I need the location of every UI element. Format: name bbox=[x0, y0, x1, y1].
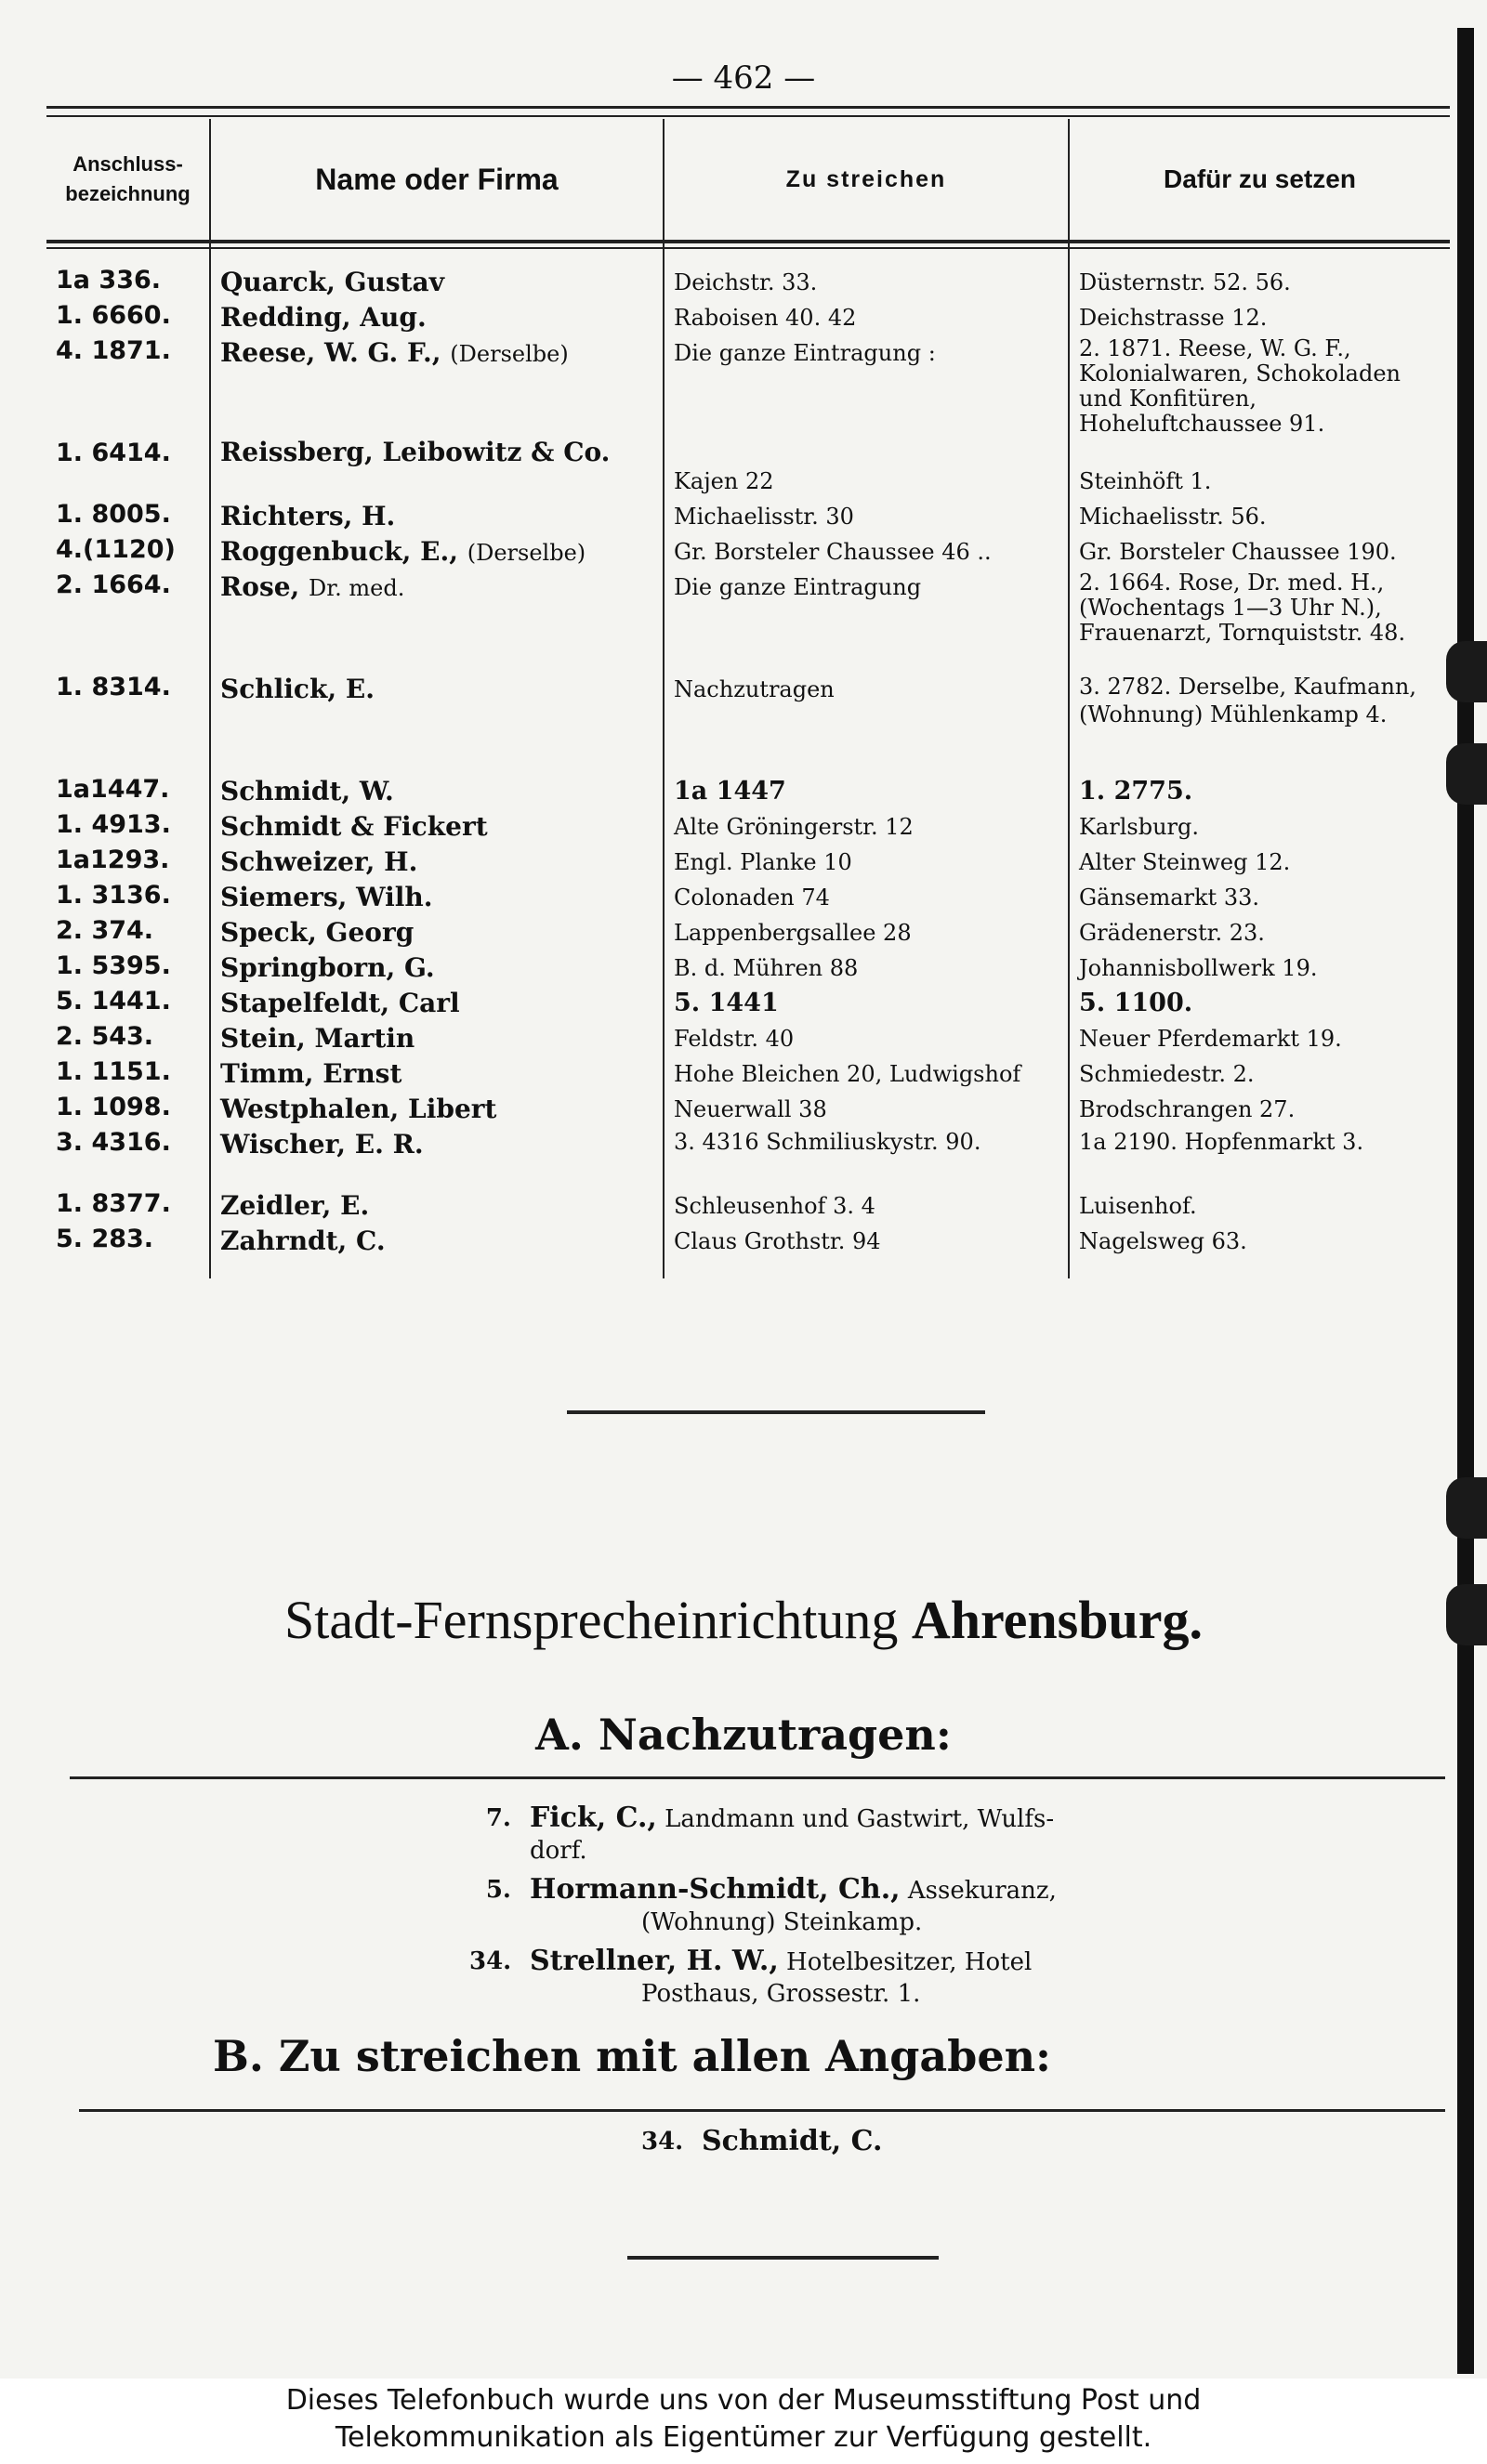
row-setzen: Michaelisstr. 56. bbox=[1079, 504, 1267, 530]
row-number: 5. 283. bbox=[56, 1225, 154, 1253]
row-strike: Claus Grothstr. 94 bbox=[674, 1228, 881, 1254]
name-text: Richters, H. bbox=[220, 501, 396, 531]
row-setzen: Neuer Pferdemarkt 19. bbox=[1079, 1026, 1342, 1052]
row-setzen: Steinhöft 1. bbox=[1079, 468, 1212, 494]
row-strike: 1a 1447 bbox=[674, 777, 786, 806]
table-top-rule bbox=[46, 106, 1450, 109]
row-strike: Lappenbergsallee 28 bbox=[674, 920, 912, 946]
name-text: Quarck, Gustav bbox=[220, 267, 444, 297]
end-divider bbox=[627, 2256, 939, 2260]
entry-number: 5. bbox=[485, 1876, 511, 1904]
row-number: 1. 8377. bbox=[56, 1189, 171, 1218]
row-setzen: Luisenhof. bbox=[1079, 1193, 1197, 1219]
row-strike: Die ganze Eintragung : bbox=[674, 340, 936, 366]
name-text: Roggenbuck, E., bbox=[220, 536, 458, 567]
row-setzen: 1a 2190. Hopfenmarkt 3. bbox=[1079, 1129, 1364, 1155]
name-text: Siemers, Wilh. bbox=[220, 882, 433, 912]
name-text: Stein, Martin bbox=[220, 1023, 415, 1054]
entry-name: Hormann-Schmidt, Ch., bbox=[530, 1873, 901, 1906]
section-title bbox=[0, 1589, 1487, 1651]
row-name bbox=[220, 439, 653, 500]
row-setzen: Düsternstr. 52. 56. bbox=[1079, 269, 1291, 295]
heading-nachzutragen: A. Nachzutragen: bbox=[535, 1710, 952, 1760]
header-dafuer-zu-setzen: Dafür zu setzen bbox=[1164, 164, 1356, 193]
row-number: 1. 6414. bbox=[56, 439, 171, 467]
row-name bbox=[220, 1225, 653, 1260]
row-name bbox=[220, 1057, 653, 1093]
row-setzen: Nagelsweg 63. bbox=[1079, 1228, 1247, 1254]
row-strike: Deichstr. 33. bbox=[674, 269, 818, 295]
column-names bbox=[210, 240, 664, 1278]
row-setzen: 1. 2775. bbox=[1079, 777, 1193, 806]
title-prefix: Stadt-Fernsprecheinrichtung bbox=[283, 1590, 899, 1650]
row-number: 1. 8314. bbox=[56, 673, 171, 701]
row-strike: Neuerwall 38 bbox=[674, 1096, 827, 1122]
row-setzen: Gänsemarkt 33. bbox=[1079, 885, 1259, 911]
entry-body bbox=[702, 2126, 882, 2158]
entry-body bbox=[530, 1946, 1032, 2010]
row-name bbox=[220, 845, 653, 881]
row-strike: Nachzutragen bbox=[674, 676, 835, 702]
row-number: 1. 8005. bbox=[56, 500, 171, 529]
row-number: 1. 5395. bbox=[56, 951, 171, 980]
row-setzen: Karlsburg. bbox=[1079, 814, 1199, 840]
entry-name: Strellner, H. W., bbox=[530, 1945, 779, 1977]
name-text: Reese, W. G. F., bbox=[220, 337, 441, 368]
row-strike: Die ganze Eintragung bbox=[674, 574, 922, 600]
footer-notice bbox=[0, 2379, 1487, 2464]
row-name bbox=[220, 673, 653, 775]
page-edge-shadow bbox=[1457, 28, 1474, 2374]
row-strike: Schleusenhof 3. 4 bbox=[674, 1193, 875, 1219]
row-name bbox=[220, 951, 653, 987]
row-strike: Hohe Bleichen 20, Ludwigshof bbox=[674, 1061, 1021, 1087]
list-item bbox=[469, 1874, 1057, 1938]
row-strike: Kajen 22 bbox=[674, 468, 774, 494]
table-body bbox=[46, 240, 1450, 1278]
name-rest: Dr. med. bbox=[309, 575, 405, 601]
name-text: Springborn, G. bbox=[220, 952, 435, 983]
row-name bbox=[220, 916, 653, 951]
header-name: Name oder Firma bbox=[210, 119, 664, 240]
entry-cont: (Wohnung) Steinkamp. bbox=[641, 1908, 923, 1936]
list-item bbox=[469, 1946, 1057, 2010]
name-text: Zeidler, E. bbox=[220, 1190, 370, 1221]
binding-hole bbox=[1446, 641, 1487, 702]
row-number: 2. 1664. bbox=[56, 570, 171, 599]
entry-text: Hotelbesitzer, Hotel bbox=[786, 1948, 1033, 1976]
header-anschluss: Anschluss- bezeichnung bbox=[46, 119, 210, 240]
name-rest: (Derselbe) bbox=[467, 540, 586, 566]
row-strike: Engl. Planke 10 bbox=[674, 849, 852, 875]
row-setzen: Gr. Borsteler Chaussee 190. bbox=[1079, 539, 1397, 565]
entry-number: 34. bbox=[469, 1947, 512, 1975]
row-strike: Alte Gröningerstr. 12 bbox=[674, 814, 914, 840]
row-number: 1a1447. bbox=[56, 775, 170, 804]
row-strike: Feldstr. 40 bbox=[674, 1026, 795, 1052]
row-setzen: Schmiedestr. 2. bbox=[1079, 1061, 1255, 1087]
name-text: Wischer, E. R. bbox=[220, 1129, 424, 1160]
row-strike: Raboisen 40. 42 bbox=[674, 305, 857, 331]
entry-cont: dorf. bbox=[530, 1837, 587, 1865]
row-name bbox=[220, 1093, 653, 1128]
streichen-list bbox=[641, 2126, 882, 2158]
entry-body bbox=[530, 1874, 1057, 1938]
column-zu-streichen bbox=[664, 240, 1069, 1278]
row-setzen: 2. 1664. Rose, Dr. med. H., (Wochentags 1—3 Uhr N.), Frauenarzt, Tornquiststr. 48. bbox=[1079, 570, 1406, 646]
name-text: Zahrndt, C. bbox=[220, 1225, 386, 1256]
row-number: 2. 374. bbox=[56, 916, 154, 945]
header-zu-streichen: Zu streichen bbox=[664, 119, 1069, 240]
name-text: Schmidt, W. bbox=[220, 776, 394, 806]
row-name bbox=[220, 570, 653, 673]
row-name bbox=[220, 301, 653, 336]
section-divider bbox=[567, 1410, 985, 1414]
entry-number: 34. bbox=[641, 2128, 684, 2156]
table-top-rule-2 bbox=[46, 115, 1450, 117]
row-number: 1. 6660. bbox=[56, 301, 171, 330]
name-text: Schweizer, H. bbox=[220, 846, 418, 877]
list-item bbox=[641, 2126, 882, 2158]
row-number: 1. 1098. bbox=[56, 1093, 171, 1121]
name-text: Schlick, E. bbox=[220, 674, 375, 704]
row-setzen: Brodschrangen 27. bbox=[1079, 1096, 1296, 1122]
row-number: 1. 4913. bbox=[56, 810, 171, 839]
section-a-rule bbox=[70, 1776, 1445, 1779]
row-number: 4.(1120) bbox=[56, 535, 176, 564]
row-name bbox=[220, 810, 653, 845]
section-b-rule bbox=[79, 2109, 1445, 2112]
row-strike: Gr. Borsteler Chaussee 46 .. bbox=[674, 539, 992, 565]
row-name bbox=[220, 336, 653, 439]
name-text: Stapelfeldt, Carl bbox=[220, 988, 460, 1018]
row-number: 1a 336. bbox=[56, 266, 162, 295]
binding-hole bbox=[1446, 743, 1487, 805]
row-name bbox=[220, 881, 653, 916]
name-text: Reissberg, Leibowitz & Co. bbox=[220, 437, 611, 467]
directory-table bbox=[46, 119, 1450, 1278]
footer-line-2: Telekommunikation als Eigentümer zur Verfügung gestellt. bbox=[335, 2421, 1152, 2454]
row-name bbox=[220, 266, 653, 301]
row-number: 1. 1151. bbox=[56, 1057, 171, 1086]
row-number: 3. 4316. bbox=[56, 1128, 171, 1157]
row-name bbox=[220, 535, 653, 570]
name-text: Schmidt & Fickert bbox=[220, 811, 488, 842]
row-name bbox=[220, 987, 653, 1022]
row-setzen: 2. 1871. Reese, W. G. F., Kolonialwaren, Schokoladen und Konfitüren, Hoheluftchaussee 91. bbox=[1079, 335, 1401, 437]
name-text: Speck, Georg bbox=[220, 917, 415, 948]
row-name bbox=[220, 1022, 653, 1057]
row-strike: Colonaden 74 bbox=[674, 885, 830, 911]
page-number: — 462 — bbox=[671, 59, 816, 97]
row-strike: B. d. Mühren 88 bbox=[674, 955, 859, 981]
row-number: 5. 1441. bbox=[56, 987, 171, 1016]
row-setzen: Deichstrasse 12. bbox=[1079, 305, 1268, 331]
row-number: 1. 3136. bbox=[56, 881, 171, 910]
column-numbers bbox=[46, 240, 210, 1278]
row-setzen: 5. 1100. bbox=[1079, 989, 1193, 1017]
name-text: Rose, bbox=[220, 571, 300, 602]
table-header-row bbox=[46, 119, 1450, 240]
row-strike: Michaelisstr. 30 bbox=[674, 504, 854, 530]
title-place: Ahrensburg. bbox=[911, 1590, 1204, 1650]
row-strike: 3. 4316 Schmiliuskystr. 90. bbox=[674, 1129, 981, 1155]
row-setzen: 3. 2782. Derselbe, Kaufmann, (Wohnung) Mühlenkamp 4. bbox=[1079, 674, 1416, 727]
entry-number: 7. bbox=[485, 1804, 511, 1832]
nachzutragen-list bbox=[469, 1802, 1057, 2010]
list-item bbox=[469, 1802, 1057, 1867]
row-number: 4. 1871. bbox=[56, 336, 171, 365]
row-setzen: Johannisbollwerk 19. bbox=[1079, 955, 1318, 981]
footer-line-1: Dieses Telefonbuch wurde uns von der Museumsstiftung Post und bbox=[285, 2384, 1202, 2417]
row-setzen: Alter Steinweg 12. bbox=[1079, 849, 1291, 875]
row-name bbox=[220, 775, 653, 810]
row-name bbox=[220, 1189, 653, 1225]
entry-name: Schmidt, C. bbox=[702, 2125, 883, 2157]
name-text: Westphalen, Libert bbox=[220, 1094, 497, 1124]
row-number: 1a1293. bbox=[56, 845, 170, 874]
entry-cont: Posthaus, Grossestr. 1. bbox=[641, 1980, 921, 2008]
name-text: Timm, Ernst bbox=[220, 1058, 402, 1089]
name-rest: (Derselbe) bbox=[450, 341, 569, 367]
heading-zu-streichen: B. Zu streichen mit allen Angaben: bbox=[212, 2031, 1052, 2081]
entry-text: Assekuranz, bbox=[907, 1877, 1057, 1905]
row-setzen: Grädenerstr. 23. bbox=[1079, 920, 1265, 946]
column-dafuer-zu-setzen bbox=[1069, 240, 1450, 1278]
row-strike: 5. 1441 bbox=[674, 989, 779, 1017]
row-name bbox=[220, 500, 653, 535]
entry-name: Fick, C., bbox=[530, 1802, 657, 1834]
binding-hole bbox=[1446, 1477, 1487, 1539]
row-number: 2. 543. bbox=[56, 1022, 154, 1051]
entry-text: Landmann und Gastwirt, Wulfs- bbox=[665, 1805, 1055, 1833]
entry-body bbox=[530, 1802, 1054, 1867]
name-text: Redding, Aug. bbox=[220, 302, 427, 333]
row-name bbox=[220, 1128, 653, 1189]
